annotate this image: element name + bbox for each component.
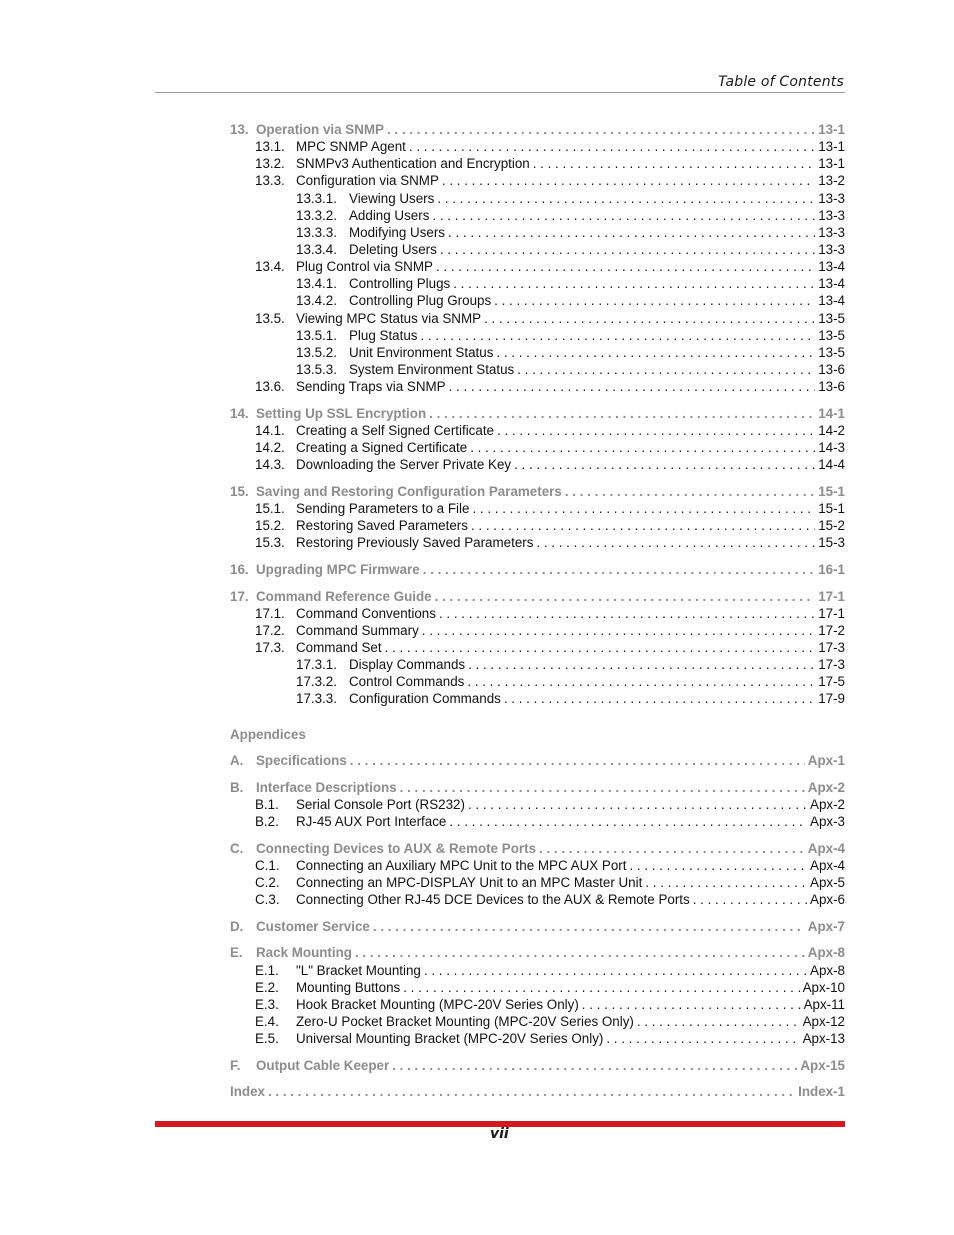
toc-entry-title: Configuration Commands: [349, 691, 501, 707]
toc-entry-subsub[interactable]: [230, 656, 845, 673]
toc-entry-page: 15-1: [818, 483, 845, 499]
toc-entry-subsub[interactable]: [230, 292, 845, 309]
toc-entry-number: 17.3.3.: [296, 691, 337, 707]
toc-entry-title: Customer Service: [256, 918, 370, 934]
toc-entry-sub[interactable]: [230, 258, 845, 275]
toc-entry-number: B.: [230, 779, 244, 795]
toc-entry-sub[interactable]: [230, 813, 845, 830]
toc-entry-page: Apx-3: [810, 814, 845, 830]
dot-leader: [472, 500, 815, 517]
toc-entry-sub[interactable]: [230, 796, 845, 813]
toc-entry-page: Apx-8: [810, 962, 845, 978]
toc-entry-page: 13-4: [818, 293, 845, 309]
toc-entry-sub[interactable]: [230, 622, 845, 639]
toc-entry-page: 16-1: [818, 561, 845, 577]
toc-entry-number: 13.4.: [255, 259, 285, 275]
toc-entry-number: 14.: [230, 405, 249, 421]
toc-entry-chapter[interactable]: [230, 1083, 845, 1100]
dot-leader: [471, 517, 815, 534]
dot-leader: [582, 996, 801, 1013]
dot-leader: [449, 378, 816, 395]
toc-entry-chapter[interactable]: [230, 944, 845, 961]
dot-leader: [453, 275, 815, 292]
toc-entry-number: D.: [230, 918, 244, 934]
running-header-title: Table of Contents: [718, 74, 844, 90]
toc-entry-number: B.2.: [255, 814, 279, 830]
dot-leader: [432, 207, 815, 224]
toc-entry-number: 13.5.: [255, 310, 285, 326]
toc-entry-sub[interactable]: [230, 172, 845, 189]
toc-entry-page: 14-4: [818, 457, 845, 473]
toc-entry-sub[interactable]: [230, 500, 845, 517]
toc-entry-page: 17-1: [818, 588, 845, 604]
toc-entry-title: Deleting Users: [349, 241, 437, 257]
toc-entry-page: 14-2: [818, 422, 845, 438]
toc-entry-chapter[interactable]: [230, 405, 845, 422]
toc-entry-number: 14.1.: [255, 422, 285, 438]
toc-entry-number: 16.: [230, 561, 249, 577]
dot-leader: [429, 405, 815, 422]
toc-entry-number: 13.5.3.: [296, 361, 337, 377]
toc-entry-subsub[interactable]: [230, 207, 845, 224]
toc-entry-page: 13-1: [818, 122, 845, 137]
toc-entry-title: Specifications: [256, 753, 347, 769]
toc-entry-title: Unit Environment Status: [349, 344, 494, 360]
toc-entry-number: 17.3.2.: [296, 674, 337, 690]
toc-entry-sub[interactable]: [230, 605, 845, 622]
toc-entry-number: 15.3.: [255, 535, 285, 551]
dot-leader: [637, 1013, 800, 1030]
toc-entry-page: 13-3: [818, 241, 845, 257]
dot-leader: [533, 155, 815, 172]
toc-entry-page: Apx-6: [810, 892, 845, 908]
toc-entry-title: Restoring Previously Saved Parameters: [296, 535, 534, 551]
toc-entry-number: E.4.: [255, 1013, 279, 1029]
toc-entry-subsub[interactable]: [230, 190, 845, 207]
toc-section-heading: [230, 726, 845, 743]
toc-entry-title: System Environment Status: [349, 361, 515, 377]
toc-entry-number: 17.2.: [255, 622, 285, 638]
dot-leader: [504, 690, 815, 707]
toc-entry-subsub[interactable]: [230, 361, 845, 378]
toc-entry-chapter[interactable]: [230, 121, 845, 138]
toc-entry-number: 13.5.1.: [296, 327, 337, 343]
toc-entry-title: Command Set: [296, 639, 382, 655]
toc-entry-sub[interactable]: [230, 979, 845, 996]
toc-entry-page: 13-3: [818, 190, 845, 206]
dot-leader: [437, 190, 815, 207]
dot-leader: [539, 840, 805, 857]
toc-entry-number: E.1.: [255, 962, 279, 978]
toc-entry-title: Rack Mounting: [256, 945, 352, 961]
toc-entry-page: Apx-4: [807, 840, 845, 856]
toc-entry-title: Connecting Other RJ-45 DCE Devices to the AUX & Remote Ports: [296, 892, 690, 908]
toc-entry-page: Apx-13: [802, 1031, 845, 1047]
toc-entry-sub[interactable]: [230, 138, 845, 155]
dot-leader: [392, 1057, 797, 1074]
dot-leader: [496, 344, 815, 361]
dot-leader: [350, 752, 805, 769]
header-rule: [155, 92, 845, 93]
toc-entry-title: Modifying Users: [349, 224, 445, 240]
toc-entry-sub[interactable]: [230, 857, 845, 874]
toc-entry-title: Command Reference Guide: [256, 588, 432, 604]
toc-entry-title: Adding Users: [349, 207, 430, 223]
toc-entry-subsub[interactable]: [230, 344, 845, 361]
toc-entry-sub[interactable]: [230, 155, 845, 172]
toc-entry-number: C.2.: [255, 874, 280, 890]
dot-leader: [494, 292, 815, 309]
toc-entry-number: 13.2.: [255, 156, 285, 172]
dot-leader: [373, 918, 805, 935]
toc-entry-number: C.: [230, 840, 244, 856]
toc-entry-sub[interactable]: [230, 1013, 845, 1030]
toc-entry-page: Apx-5: [810, 874, 845, 890]
toc-entry-title: Controlling Plug Groups: [349, 293, 492, 309]
dot-leader: [448, 224, 815, 241]
toc-entry-page: 17-9: [818, 691, 845, 707]
toc-entry-sub[interactable]: [230, 874, 845, 891]
dot-leader: [268, 1083, 795, 1100]
toc-entry-title: Zero-U Pocket Bracket Mounting (MPC-20V Series Only): [296, 1013, 634, 1029]
toc-entry-number: 13.1.: [255, 139, 285, 155]
dot-leader: [449, 813, 807, 830]
toc-entry-subsub[interactable]: [230, 673, 845, 690]
toc-entry-page: Index-1: [798, 1084, 845, 1100]
toc-entry-number: B.1.: [255, 796, 279, 812]
toc-entry-title: Operation via SNMP: [256, 122, 384, 137]
toc-entry-chapter[interactable]: [230, 561, 845, 578]
dot-leader: [497, 422, 815, 439]
toc-entry-title: Saving and Restoring Configuration Parameters: [256, 483, 562, 499]
toc-entry-number: 13.3.2.: [296, 207, 337, 223]
dot-leader: [440, 241, 815, 258]
toc-entry-page: 13-4: [818, 276, 845, 292]
dot-leader: [423, 561, 816, 578]
toc-entry-title: Plug Status: [349, 327, 418, 343]
toc-entry-title: RJ-45 AUX Port Interface: [296, 814, 447, 830]
toc-entry-sub[interactable]: [230, 517, 845, 534]
toc-entry-number: 13.4.2.: [296, 293, 337, 309]
toc-entry-number: 14.2.: [255, 440, 285, 456]
dot-leader: [517, 361, 815, 378]
toc-entry-title: Viewing Users: [349, 190, 435, 206]
toc-entry-number: 13.5.2.: [296, 344, 337, 360]
toc-entry-page: 13-3: [818, 207, 845, 223]
toc-entry-number: 13.6.: [255, 379, 285, 395]
toc-entry-sub[interactable]: [230, 456, 845, 473]
toc-entry-page: 15-2: [818, 518, 845, 534]
toc-entry-subsub[interactable]: [230, 690, 845, 707]
toc-entry-number: 15.1.: [255, 500, 285, 516]
toc-entry-title: Display Commands: [349, 657, 466, 673]
toc-entry-subsub[interactable]: [230, 224, 845, 241]
toc-entry-page: 13-1: [818, 156, 845, 172]
dot-leader: [387, 121, 815, 138]
toc-entry-chapter[interactable]: [230, 840, 845, 857]
toc-entry-title: Viewing MPC Status via SNMP: [296, 310, 482, 326]
toc-entry-page: Apx-10: [802, 979, 845, 995]
dot-leader: [424, 962, 807, 979]
toc-entry-page: 17-2: [818, 622, 845, 638]
toc-entry-page: 17-1: [818, 605, 845, 621]
toc-entry-title: Downloading the Server Private Key: [296, 457, 512, 473]
table-of-contents: [230, 121, 845, 1101]
toc-entry-title: Connecting an MPC-DISPLAY Unit to an MPC Master Unit: [296, 874, 643, 890]
toc-entry-title: Restoring Saved Parameters: [296, 518, 468, 534]
toc-entry-title: SNMPv3 Authentication and Encryption: [296, 156, 530, 172]
page-number: vii: [490, 1126, 509, 1142]
toc-entry-number: A.: [230, 753, 244, 769]
toc-entry-number: E.5.: [255, 1031, 279, 1047]
toc-entry-sub[interactable]: [230, 891, 845, 908]
toc-entry-title: Controlling Plugs: [349, 276, 451, 292]
dot-leader: [355, 944, 805, 961]
toc-entry-number: 15.2.: [255, 518, 285, 534]
toc-entry-title: Plug Control via SNMP: [296, 259, 433, 275]
toc-entry-page: 13-5: [818, 310, 845, 326]
dot-leader: [385, 639, 816, 656]
toc-entry-page: 13-5: [818, 327, 845, 343]
dot-leader: [403, 979, 799, 996]
toc-entry-number: 17.1.: [255, 605, 285, 621]
toc-entry-sub[interactable]: [230, 639, 845, 656]
toc-entry-number: 13.3.1.: [296, 190, 337, 206]
toc-entry-number: E.2.: [255, 979, 279, 995]
toc-entry-title: Mounting Buttons: [296, 979, 401, 995]
toc-entry-chapter[interactable]: [230, 918, 845, 935]
toc-entry-title: MPC SNMP Agent: [296, 139, 406, 155]
toc-entry-page: 13-6: [818, 379, 845, 395]
toc-entry-page: Apx-2: [807, 779, 845, 795]
toc-entry-page: Apx-12: [802, 1013, 845, 1029]
toc-entry-number: 13.: [230, 122, 249, 137]
toc-entry-chapter[interactable]: [230, 779, 845, 796]
toc-entry-page: Apx-2: [810, 796, 845, 812]
toc-entry-number: 13.3.: [255, 173, 285, 189]
toc-entry-number: F.: [230, 1057, 241, 1073]
dot-leader: [470, 439, 815, 456]
toc-entry-page: 13-1: [818, 139, 845, 155]
toc-entry-page: 14-1: [818, 405, 845, 421]
toc-entry-title: Upgrading MPC Firmware: [256, 561, 420, 577]
toc-entry-page: Apx-7: [807, 918, 845, 934]
dot-leader: [484, 310, 815, 327]
toc-entry-page: 13-4: [818, 259, 845, 275]
toc-entry-title: Appendices: [230, 726, 306, 742]
toc-entry-title: Index: [230, 1084, 265, 1100]
toc-entry-title: Command Summary: [296, 622, 419, 638]
toc-entry-chapter[interactable]: [230, 588, 845, 605]
toc-entry-title: Command Conventions: [296, 605, 436, 621]
dot-leader: [629, 857, 807, 874]
toc-entry-sub[interactable]: [230, 439, 845, 456]
toc-entry-sub[interactable]: [230, 310, 845, 327]
dot-leader: [420, 327, 815, 344]
toc-entry-subsub[interactable]: [230, 241, 845, 258]
toc-entry-sub[interactable]: [230, 534, 845, 551]
dot-leader: [645, 874, 807, 891]
toc-entry-page: 13-5: [818, 344, 845, 360]
toc-entry-number: 17.: [230, 588, 249, 604]
dot-leader: [435, 588, 816, 605]
toc-entry-subsub[interactable]: [230, 327, 845, 344]
toc-entry-number: 17.3.1.: [296, 657, 337, 673]
toc-entry-page: 17-3: [818, 657, 845, 673]
toc-entry-sub[interactable]: [230, 1030, 845, 1047]
toc-entry-number: 13.3.4.: [296, 241, 337, 257]
toc-entry-title: Serial Console Port (RS232): [296, 796, 465, 812]
toc-entry-page: 17-5: [818, 674, 845, 690]
dot-leader: [409, 138, 815, 155]
toc-entry-chapter[interactable]: [230, 752, 845, 769]
toc-entry-sub[interactable]: [230, 422, 845, 439]
toc-entry-page: 13-3: [818, 224, 845, 240]
dot-leader: [565, 483, 815, 500]
toc-entry-page: Apx-8: [807, 945, 845, 961]
toc-entry-title: Setting Up SSL Encryption: [256, 405, 427, 421]
toc-entry-page: 15-3: [818, 535, 845, 551]
toc-entry-page: 14-3: [818, 440, 845, 456]
dot-leader: [442, 172, 815, 189]
dot-leader: [467, 673, 815, 690]
toc-entry-number: 15.: [230, 483, 249, 499]
toc-entry-title: Output Cable Keeper: [256, 1057, 390, 1073]
toc-entry-page: Apx-1: [807, 753, 845, 769]
toc-entry-title: Creating a Signed Certificate: [296, 440, 468, 456]
dot-leader: [468, 796, 807, 813]
toc-entry-page: 13-6: [818, 361, 845, 377]
toc-entry-number: C.1.: [255, 857, 280, 873]
toc-entry-title: Interface Descriptions: [256, 779, 397, 795]
toc-entry-page: Apx-15: [800, 1057, 845, 1073]
toc-entry-title: Control Commands: [349, 674, 465, 690]
dot-leader: [422, 622, 815, 639]
toc-entry-page: Apx-11: [803, 996, 845, 1012]
toc-entry-title: Creating a Self Signed Certificate: [296, 422, 494, 438]
dot-leader: [436, 258, 815, 275]
dot-leader: [606, 1030, 799, 1047]
toc-entry-page: 15-1: [818, 500, 845, 516]
toc-entry-title: Hook Bracket Mounting (MPC-20V Series Only): [296, 996, 579, 1012]
toc-entry-title: Connecting an Auxiliary MPC Unit to the MPC AUX Port: [296, 857, 627, 873]
toc-entry-sub[interactable]: [230, 996, 845, 1013]
toc-entry-title: Universal Mounting Bracket (MPC-20V Series Only): [296, 1031, 604, 1047]
toc-entry-number: 14.3.: [255, 457, 285, 473]
toc-entry-chapter[interactable]: [230, 483, 845, 500]
toc-entry-number: 13.3.3.: [296, 224, 337, 240]
toc-entry-title: Sending Traps via SNMP: [296, 379, 446, 395]
toc-entry-number: 13.4.1.: [296, 276, 337, 292]
dot-leader: [536, 534, 815, 551]
dot-leader: [468, 656, 815, 673]
dot-leader: [693, 891, 807, 908]
toc-entry-title: Configuration via SNMP: [296, 173, 439, 189]
toc-entry-number: 17.3.: [255, 639, 285, 655]
toc-entry-page: 13-2: [818, 173, 845, 189]
toc-entry-chapter[interactable]: [230, 1057, 845, 1074]
toc-entry-title: "L" Bracket Mounting: [296, 962, 421, 978]
dot-leader: [400, 779, 805, 796]
toc-entry-number: C.3.: [255, 892, 280, 908]
toc-entry-page: 17-3: [818, 639, 845, 655]
toc-entry-sub[interactable]: [230, 378, 845, 395]
toc-entry-sub[interactable]: [230, 962, 845, 979]
dot-leader: [514, 456, 815, 473]
toc-entry-subsub[interactable]: [230, 275, 845, 292]
toc-entry-number: E.3.: [255, 996, 279, 1012]
toc-entry-number: E.: [230, 945, 243, 961]
toc-entry-title: Sending Parameters to a File: [296, 500, 470, 516]
toc-entry-page: Apx-4: [810, 857, 845, 873]
dot-leader: [439, 605, 815, 622]
toc-entry-title: Connecting Devices to AUX & Remote Ports: [256, 840, 537, 856]
